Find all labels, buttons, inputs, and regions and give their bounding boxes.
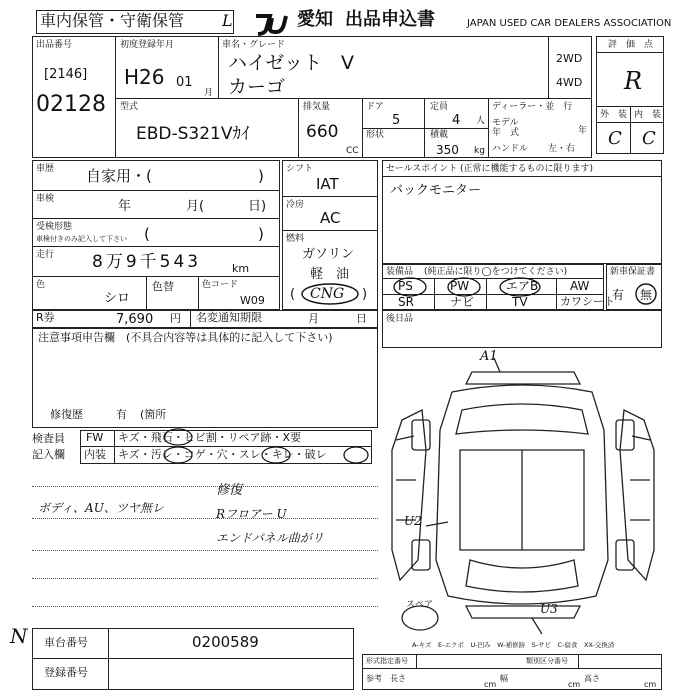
mileage-unit: km [232,262,250,275]
r-ticket-value: 7,690 [116,312,154,327]
interior-label: 内 装 [634,110,662,120]
storage-mark: L [222,11,233,30]
history-value: 自家用・( [86,167,152,185]
inspection-month: 月( [186,199,205,214]
plate-label: 登録番号 [44,666,88,679]
lot-label: 出品番号 [36,40,73,50]
ac-label: 冷房 [286,200,305,210]
inspection-year: 年 [118,199,132,214]
recycle-close: ) [258,225,264,243]
association-jp: 愛知 [297,9,333,30]
lot-sub-number: [2146] [44,67,88,82]
inspector-row2: キズ・汚レ・コゲ・穴・スレ・キレ・破レ [118,448,327,461]
damage-legend: A-キズ E-エクボ U-凹み W-補修跡 S-サビ C-腐食 XX-交換済 [412,641,615,649]
diagram-mark-top: A1 [480,349,498,364]
shift-label: シフト [286,164,314,174]
lot-number: 02128 [36,92,106,117]
equip-ps: PS [398,279,413,293]
mileage-label: 走行 [36,250,55,260]
back-seat-box [382,310,662,348]
exterior-label: 外 装 [600,110,628,120]
ac-value: AC [320,209,341,227]
warranty-circle-mark [634,282,658,306]
fuel-opt2: 軽 油 [310,267,350,282]
length-unit: cm [484,680,497,689]
equip-pw: PW [450,279,470,293]
inspector-label1: 検査員 [32,432,65,445]
warranty-no: 無 [640,288,653,302]
load-label: 積載 [430,130,449,140]
inspection-label: 車検 [36,194,55,204]
handwritten-repair-title: 修復 [216,483,243,498]
shift-value: IAT [316,175,339,193]
doors-label: ドア [366,102,384,112]
name-change-month: 月 [308,312,319,325]
notes-note: (不具合内容等は具体的に記入して下さい) [126,331,333,344]
color-value: シロ [104,291,131,306]
inspection-day: 日) [248,199,267,214]
repair-history-place: (箇所 [140,408,167,421]
body-shape-label: 形状 [366,130,385,140]
displacement-unit: CC [346,146,359,156]
inspector-circle-marks [80,428,372,466]
capacity-unit: 人 [476,116,486,126]
repair-history-value: 有 [116,408,127,421]
storage-label: 車内保管・守衛保管 [40,11,185,30]
handle-options: 左・右 [548,144,576,154]
r-ticket-label: R券 [36,311,55,324]
length-label: 長さ [390,674,406,683]
vehicle-name-label: 車名・グレード [222,40,286,50]
recycle-label: 受検形態 [36,222,73,232]
fuel-circle-mark [300,282,360,306]
color-change-label: 色替 [152,280,174,293]
rating-value: R [624,67,643,95]
doors-value: 5 [392,113,401,128]
inspector-row1: キズ・飛石・ヒビ割・リペア跡・X要 [118,431,302,444]
history-label: 車歴 [36,164,55,174]
equip-leather-seat: カワシート [560,295,615,308]
diagram-mark-left: U2 [404,514,422,528]
type-designation-label: 形式指定番号 [366,657,408,665]
model-value: EBD-S321Vｶｲ [136,124,250,144]
equipment-note: (純正品に限り◯をつけてください) [424,267,568,277]
ju-logo-icon [250,10,294,36]
displacement-label: 排気量 [303,102,331,112]
model-year-label: モデル 年 式 [492,118,520,138]
height-unit: cm [644,680,657,689]
equip-sr: SR [398,295,414,309]
color-label: 色 [36,280,46,290]
mileage-value: 8万9千543 [92,252,202,272]
model-label: 型式 [120,102,139,112]
chassis-label: 車台番号 [44,636,88,649]
registration-month-unit: 月 [204,88,214,98]
dealer-label: ディーラー・並 行 [492,102,573,112]
height-label: 高さ [584,674,600,683]
diagram-mark-bottom: U3 [540,602,558,616]
name-change-label: 名変通知期限 [196,311,262,324]
warranty-label: 新車保証書 [610,267,656,277]
name-change-day: 日 [356,312,367,325]
registration-label: 初度登録年月 [120,40,175,50]
handwritten-remark1: ボディ、AU、ツヤ無レ [38,501,164,515]
load-unit: kg [474,146,485,156]
fuel-opt1: ガソリン [302,247,355,262]
equip-aw: AW [570,279,590,293]
width-unit: cm [568,680,581,689]
recycle-note: 車検付きのみ記入して下さい [36,235,127,243]
equip-tv: TV [512,295,528,309]
equip-airbag: エアB [506,279,539,293]
chassis-value: 0200589 [192,633,259,651]
rating-label: 評 価 点 [608,40,654,50]
handwritten-repair2: エンドパネル曲がリ [216,531,324,545]
sales-point-note: (正常に機能するものに限ります) [460,164,594,174]
class-number-label: 類別区分番号 [526,657,568,665]
width-label: 幅 [500,674,508,683]
inspector-row1-head: FW [86,431,104,444]
fuel-label: 燃料 [286,234,305,244]
registration-month: 01 [176,75,193,90]
association-en: JAPAN USED CAR DEALERS ASSOCIATION [467,18,672,29]
handwritten-repair1: Rフロアー U [216,507,287,521]
displacement-value: 660 [306,122,339,142]
sales-point-value: バックモニター [390,183,482,198]
equipment-circle-marks [382,276,604,312]
inspector-label2: 記入欄 [32,448,65,461]
equip-navi: ナビ [450,295,475,309]
fuel-opt3: CNG [310,286,345,302]
interior-value: C [642,128,656,149]
model-year-unit: 年 [578,126,588,136]
r-ticket-unit: 円 [170,312,181,325]
repair-history-label: 修復歴 [50,408,83,421]
sales-point-label: セールスポイント [386,164,458,174]
vehicle-grade: カーゴ [228,76,286,98]
inspector-row2-head: 内装 [84,448,106,461]
warranty-yes: 有 [612,288,625,302]
notes-label: 注意事項申告欄 [38,331,115,344]
capacity-value: 4 [452,113,461,128]
equipment-label: 装備品 [386,267,414,277]
fuel-close: ) [362,287,368,302]
handle-label: ハンドル [492,144,529,154]
capacity-label: 定員 [430,102,449,112]
form-title: 出品申込書 [345,9,435,30]
fuel-open: ( [290,287,296,302]
chassis-margin-mark: N [10,624,28,648]
recycle-open: ( [144,225,150,243]
drive-2wd: 2WD [556,52,583,65]
spare-label: スペア [406,600,434,610]
load-value: 350 [436,143,459,157]
back-seat-label: 後日品 [386,314,414,324]
color-code-label: 色コード [202,280,239,290]
exterior-value: C [608,128,622,149]
drive-4wd: 4WD [556,76,583,89]
registration-year: H26 [124,65,165,89]
reference-label: 参考 [366,674,382,683]
history-close: ) [258,167,264,185]
vehicle-name: ハイゼット V [228,52,355,74]
color-code: W09 [240,294,265,307]
